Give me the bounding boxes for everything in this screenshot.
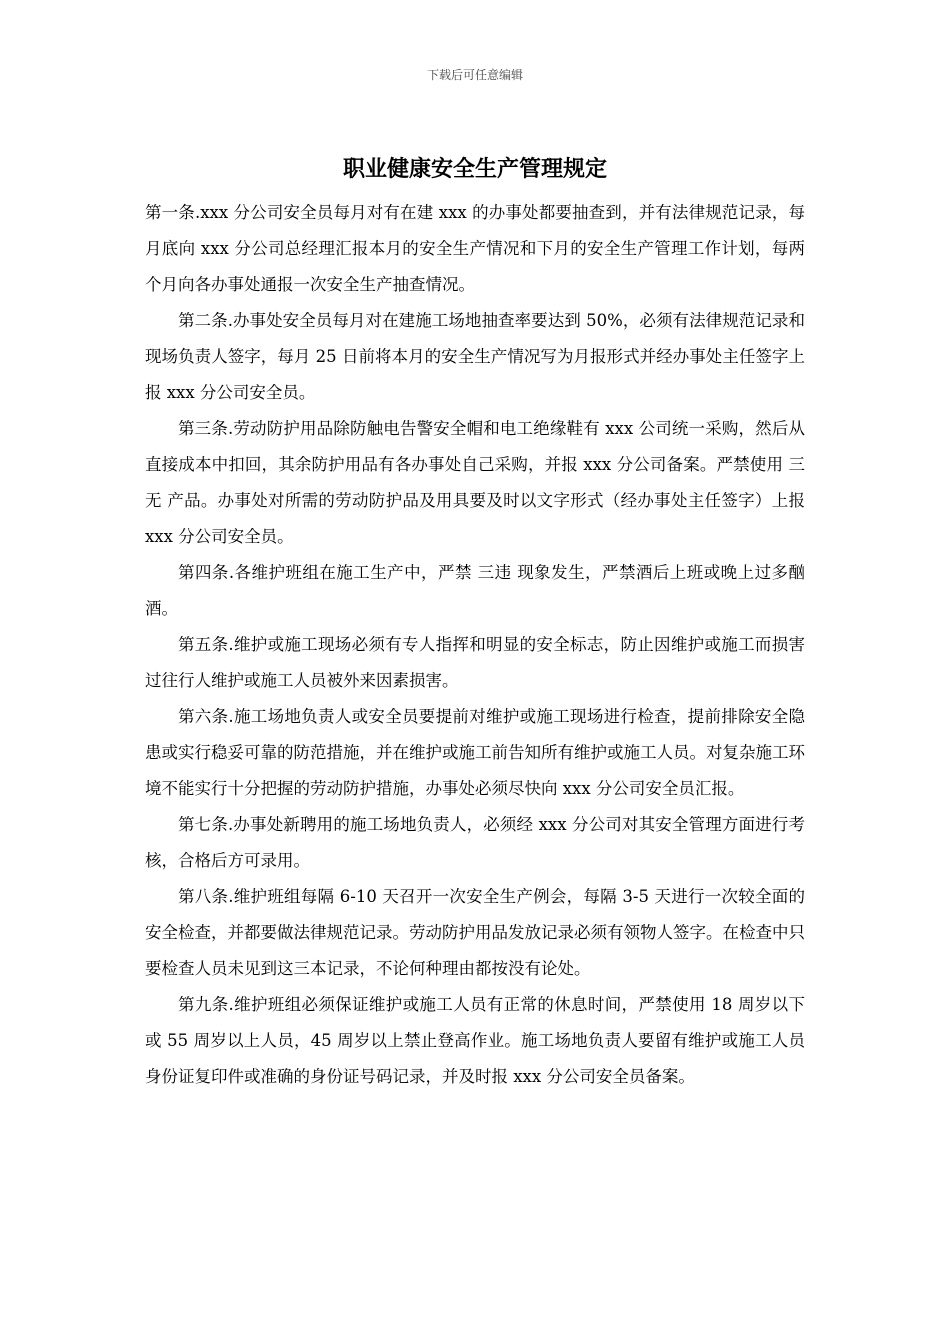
article-6: 第六条.施工场地负责人或安全员要提前对维护或施工现场进行检查，提前排除安全隐患或实行稳妥可靠的防范措施，并在维护或施工前告知所有维护或施工人员。对复杂施工环境不能实行十分把握的劳动防护措施，办事处必须尽快向 xxx 分公司安全员汇报。 [145, 707, 805, 798]
article-9: 第九条.维护班组必须保证维护或施工人员有正常的休息时间，严禁使用 18 周岁以下或 55 周岁以上人员，45 周岁以上禁止登高作业。施工场地负责人要留有维护或施工人员身份证复印件或准确的身份证号码记录，并及时报 xxx 分公司安全员备案。 [145, 995, 805, 1086]
article-7: 第七条.办事处新聘用的施工场地负责人，必须经 xxx 分公司对其安全管理方面进行考核，合格后方可录用。 [145, 815, 805, 870]
article-2: 第二条.办事处安全员每月对在建施工场地抽查率要达到 50%，必须有法律规范记录和现场负责人签字，每月 25 日前将本月的安全生产情况写为月报形式并经办事处主任签字上报 xxx 分公司安全员。 [145, 311, 805, 402]
document-title: 职业健康安全生产管理规定 [342, 157, 607, 182]
article-3: 第三条.劳动防护用品除防触电告警安全帽和电工绝缘鞋有 xxx 公司统一采购，然后从直接成本中扣回，其余防护用品有各办事处自己采购，并报 xxx 分公司备案。严禁使用 三无 产品。办事处对所需的劳动防护品及用具要及时以文字形式（经办事处主任签字）上报 xxx 分公司安全员。 [145, 419, 805, 546]
article-1: 第一条.xxx 分公司安全员每月对有在建 xxx 的办事处都要抽查到，并有法律规范记录，每月底向 xxx 分公司总经理汇报本月的安全生产情况和下月的安全生产管理工作计划，每两个月向各办事处通报一次安全生产抽查情况。 [145, 203, 805, 294]
article-5: 第五条.维护或施工现场必须有专人指挥和明显的安全标志，防止因维护或施工而损害过往行人维护或施工人员被外来因素损害。 [145, 635, 805, 690]
article-8: 第八条.维护班组每隔 6-10 天召开一次安全生产例会，每隔 3-5 天进行一次较全面的安全检查，并都要做法律规范记录。劳动防护用品发放记录必须有领物人签字。在检查中只要检查人员未见到这三本记录，不论何种理由都按没有论处。 [145, 887, 805, 978]
header-note: 下载后可任意编辑 [426, 68, 523, 82]
article-4: 第四条.各维护班组在施工生产中，严禁 三违 现象发生，严禁酒后上班或晚上过多酗酒。 [145, 563, 805, 618]
document-body [145, 195, 805, 1095]
